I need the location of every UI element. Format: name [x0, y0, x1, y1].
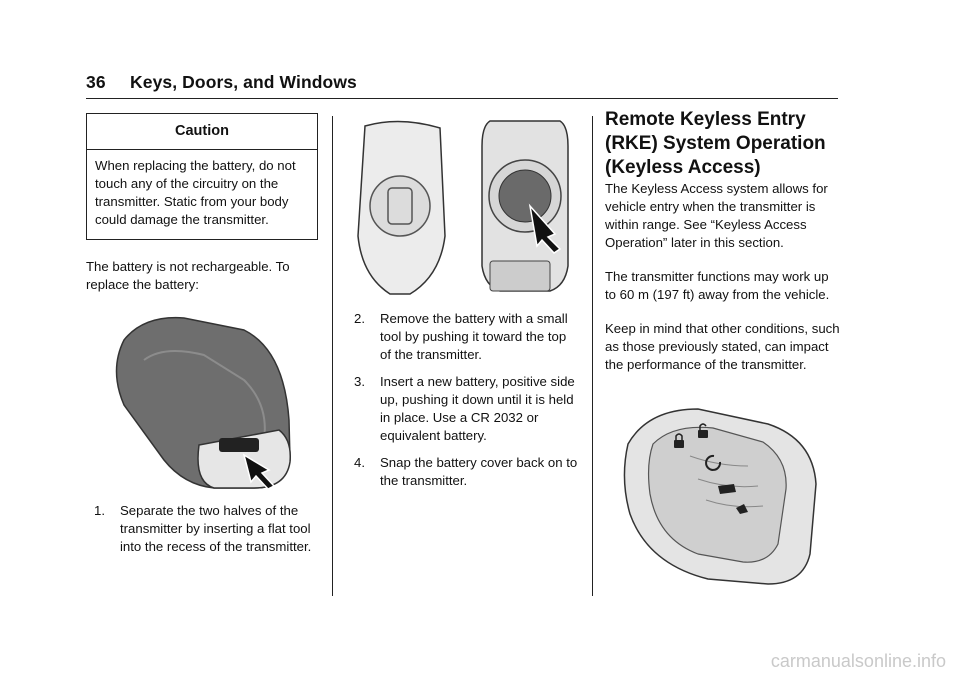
- title-line: Remote Keyless Entry: [605, 109, 806, 130]
- rke-section-title: [605, 108, 845, 180]
- step-text: Remove the battery with a small tool by pushing it toward the top of the transmitter.: [380, 311, 568, 362]
- steps-list-col1: [94, 502, 322, 565]
- step-text: Separate the two halves of the transmitter by inserting a flat tool into the recess of the transmitter.: [120, 503, 312, 554]
- caution-title: Caution: [175, 123, 229, 139]
- keyless-access-fob-illustration: [618, 404, 824, 588]
- steps-list-col2: [354, 310, 580, 499]
- page-header: [86, 72, 838, 93]
- column-divider-1: [332, 116, 333, 596]
- list-item: [94, 502, 322, 556]
- rke-paragraph: The Keyless Access system allows for vehicle entry when the transmitter is within range. See “Keyless Access Operation” later in this section.: [605, 181, 828, 250]
- caution-box: [86, 113, 318, 240]
- title-line: (Keyless Access): [605, 157, 761, 178]
- step-number: 1.: [94, 503, 105, 518]
- rke-paragraph: Keep in mind that other conditions, such as those previously stated, can impact the performance of the transmitter.: [605, 321, 840, 372]
- list-item: [354, 454, 580, 490]
- step-number: 4.: [354, 455, 365, 470]
- list-item: [354, 373, 580, 445]
- open-transmitter-illustration: [350, 116, 578, 300]
- watermark: carmanualsonline.info: [770, 651, 946, 671]
- step-number: 3.: [354, 374, 365, 389]
- section-title-header: Keys, Doors, and Windows: [130, 72, 357, 92]
- rke-paragraph: The transmitter functions may work up to 60 m (197 ft) away from the vehicle.: [605, 269, 830, 302]
- header-rule: [86, 98, 838, 99]
- step-text: Snap the battery cover back on to the transmitter.: [380, 455, 578, 488]
- step-text: Insert a new battery, positive side up, pushing it down until it is held in place. Use a CR 2032 or equivalent battery.: [380, 374, 575, 443]
- key-fob-back-illustration: [104, 310, 304, 495]
- page-number: 36: [86, 72, 106, 92]
- intro-paragraph: The battery is not rechargeable. To replace the battery:: [86, 259, 290, 292]
- title-line: (RKE) System Operation: [605, 133, 826, 154]
- caution-text: When replacing the battery, do not touch any of the circuitry on the transmitter. Static from your body could damage the transmitter.: [95, 158, 296, 227]
- step-number: 2.: [354, 311, 365, 326]
- list-item: [354, 310, 580, 364]
- column-divider-2: [592, 116, 593, 596]
